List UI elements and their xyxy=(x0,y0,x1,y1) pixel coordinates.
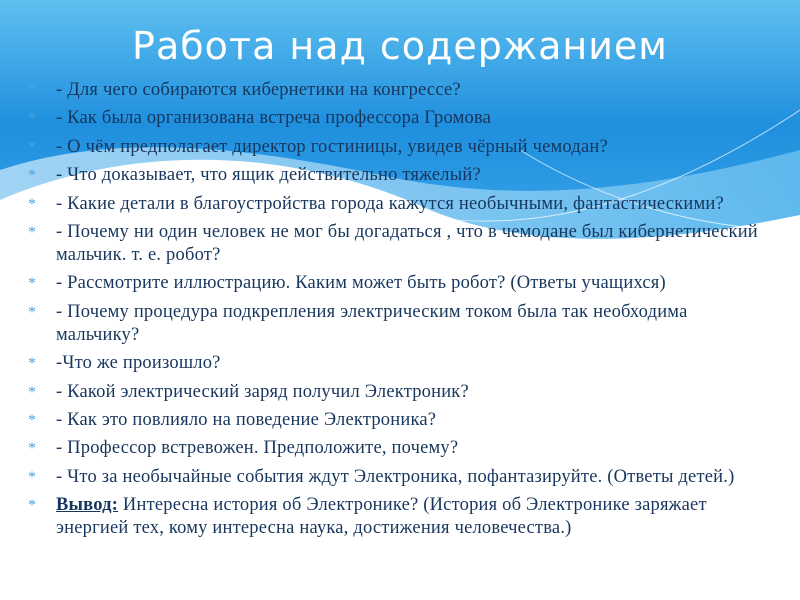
list-item xyxy=(28,193,768,216)
asterisk-bullet-icon: * xyxy=(28,110,37,128)
asterisk-bullet-icon: * xyxy=(28,303,37,321)
item-text: - Как это повлияло на поведение Электроника? xyxy=(56,409,437,430)
list-item xyxy=(28,409,768,432)
list-item xyxy=(28,466,768,489)
conclusion-label: Вывод: xyxy=(56,495,119,516)
item-text: - Какие детали в благоустройства города кажутся необычными, фантастическими? xyxy=(56,193,724,214)
asterisk-bullet-icon: * xyxy=(28,497,37,515)
list-item xyxy=(28,301,768,347)
list-item xyxy=(28,221,768,267)
slide-title: Работа над содержанием xyxy=(132,24,668,68)
asterisk-bullet-icon: * xyxy=(28,440,37,458)
conclusion-text: Интересна история об Электронике? (История об Электронике заряжает энергией тех, кому интересна наука, достижения человечества.) xyxy=(56,495,707,539)
asterisk-bullet-icon: * xyxy=(28,355,37,373)
list-item xyxy=(28,136,768,159)
list-item xyxy=(28,437,768,460)
list-item xyxy=(28,79,768,102)
item-text: - Что доказывает, что ящик действительно тяжелый? xyxy=(56,165,481,186)
list-item xyxy=(28,107,768,130)
asterisk-bullet-icon: * xyxy=(28,411,37,429)
item-text: - Что за необычайные события ждут Электроника, пофантазируйте. (Ответы детей.) xyxy=(56,466,735,487)
asterisk-bullet-icon: * xyxy=(28,275,37,293)
asterisk-bullet-icon: * xyxy=(28,223,37,241)
item-text: - Рассмотрите иллюстрацию. Каким может быть робот? (Ответы учащихся) xyxy=(56,273,666,294)
list-item xyxy=(28,272,768,295)
item-text: - Профессор встревожен. Предположите, почему? xyxy=(56,438,459,459)
list-item xyxy=(28,381,768,404)
question-list xyxy=(28,79,768,545)
item-text: - О чём предполагает директор гостиницы, увидев чёрный чемодан? xyxy=(56,136,608,157)
asterisk-bullet-icon: * xyxy=(28,383,37,401)
list-item xyxy=(28,164,768,187)
asterisk-bullet-icon: * xyxy=(28,195,37,213)
item-text: - Почему процедура подкрепления электрическим током была так необходима мальчику? xyxy=(56,301,688,345)
list-item xyxy=(28,352,768,375)
asterisk-bullet-icon: * xyxy=(28,82,37,99)
asterisk-bullet-icon: * xyxy=(28,468,37,486)
item-text: - Для чего собираются кибернетики на конгрессе? xyxy=(56,80,461,100)
item-text: - Какой электрический заряд получил Электроник? xyxy=(56,381,469,402)
asterisk-bullet-icon: * xyxy=(28,138,37,156)
asterisk-bullet-icon: * xyxy=(28,167,37,185)
conclusion-item xyxy=(28,494,768,540)
item-text: - Почему ни один человек не мог бы догадаться , что в чемодане был кибернетический мальчик. т. е. робот? xyxy=(56,221,758,265)
item-text: - Как была организована встреча профессора Громова xyxy=(56,108,492,129)
item-text: -Что же произошло? xyxy=(56,353,221,374)
